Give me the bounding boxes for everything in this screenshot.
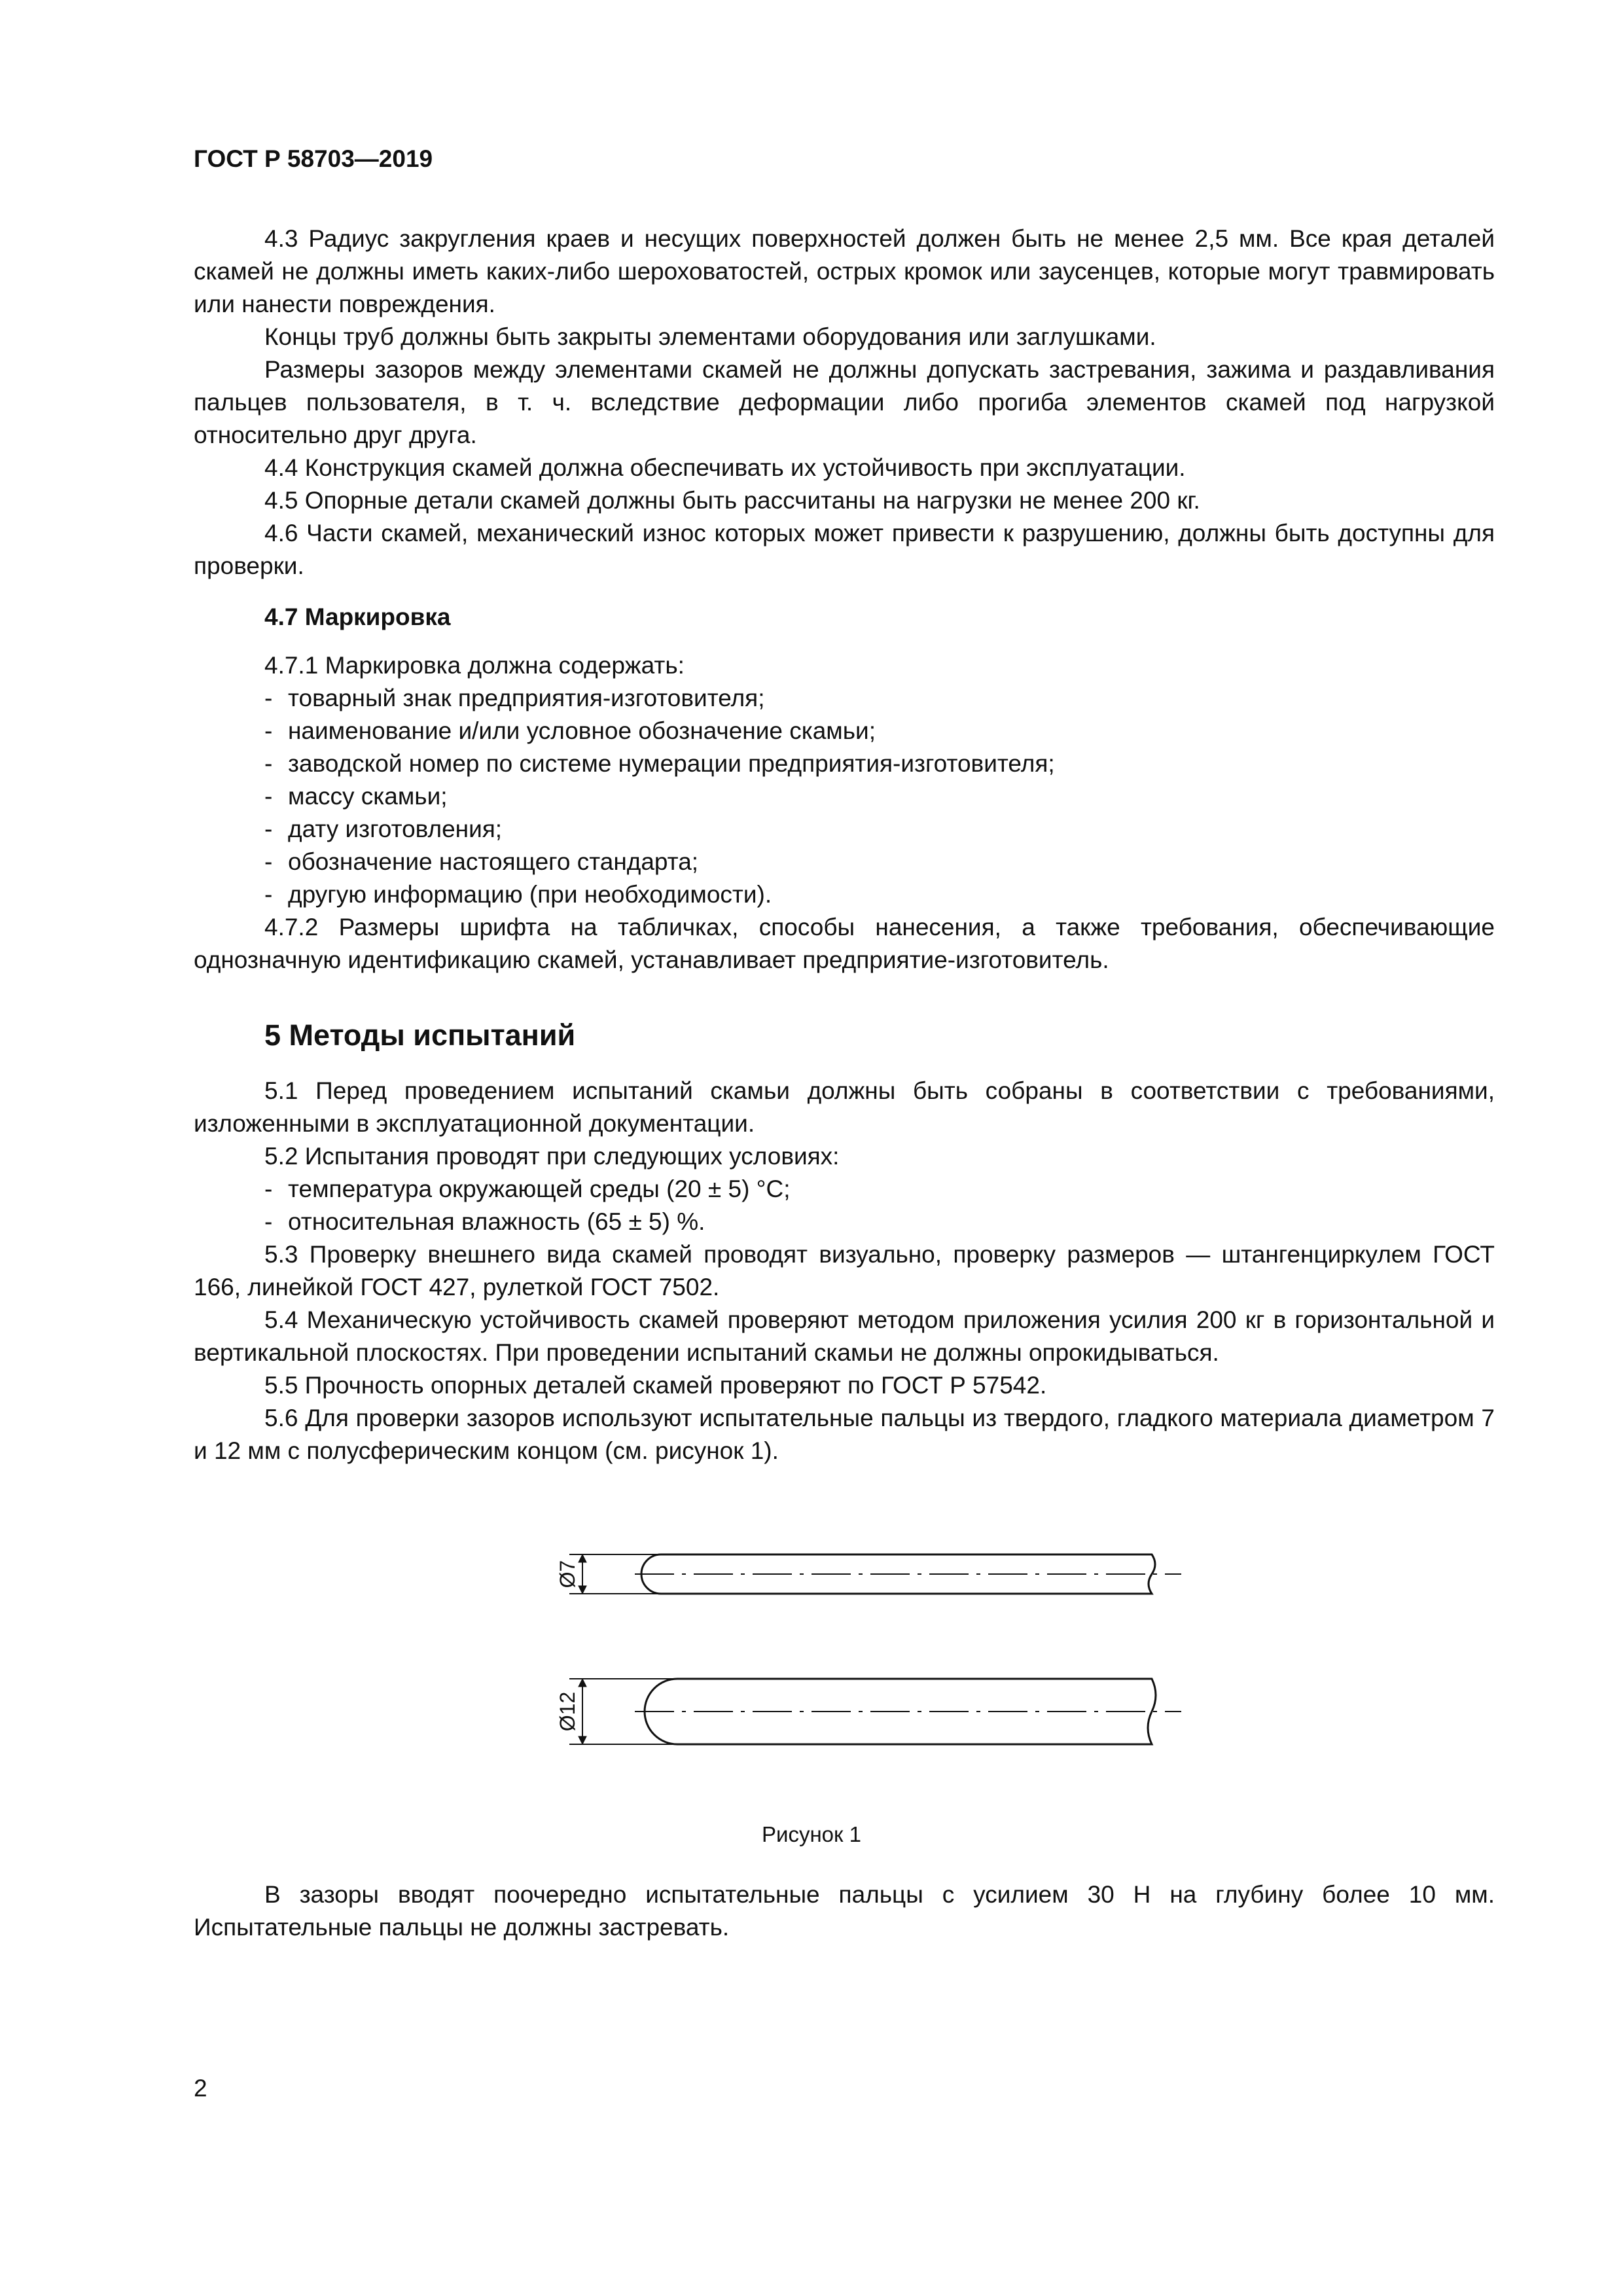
- paragraph-5-1: 5.1 Перед проведением испытаний скамьи должны быть собраны в соответствии с требованиями, изложенными в эксплуатационной документации.: [194, 1077, 1495, 1137]
- paragraph-insertion: В зазоры вводят поочередно испытательные пальцы с усилием 30 Н на глубину более 10 мм. Испытательные пальцы не должны застревать.: [194, 1881, 1495, 1941]
- page-number: 2: [194, 2075, 207, 2102]
- list-item: - наименование и/или условное обозначение скамьи;: [264, 717, 876, 744]
- document-header: ГОСТ Р 58703—2019: [194, 145, 433, 172]
- main-text: [194, 223, 1495, 1467]
- paragraph-4-7-2: 4.7.2 Размеры шрифта на табличках, способы нанесения, а также требования, обеспечивающие однозначную идентификацию скамей, устанавливает предприятие-изготовитель.: [194, 914, 1495, 973]
- paragraph-4-3: 4.3 Радиус закругления краев и несущих поверхностей должен быть не менее 2,5 мм. Все края деталей скамей не должны иметь каких-либо шероховатостей, острых кромок или заусенцев, которые могут травмировать или нанести повреждения.: [194, 225, 1495, 317]
- list-item: - товарный знак предприятия-изготовителя;: [264, 685, 765, 711]
- figure-caption: Рисунок 1: [762, 1822, 861, 1846]
- paragraph-4-7-1: 4.7.1 Маркировка должна содержать:: [264, 652, 685, 679]
- paragraph-5-3: 5.3 Проверку внешнего вида скамей проводят визуально, проверку размеров — штангенциркулем ГОСТ 166, линейкой ГОСТ 427, рулеткой ГОСТ 7502.: [194, 1241, 1495, 1300]
- paragraph-5-2: 5.2 Испытания проводят при следующих условиях:: [264, 1143, 840, 1170]
- test-finger-7mm: [569, 1554, 1181, 1594]
- subsection-heading-4-7: 4.7 Маркировка: [264, 603, 451, 630]
- paragraph-5-5: 5.5 Прочность опорных деталей скамей проверяют по ГОСТ Р 57542.: [264, 1372, 1047, 1399]
- list-item: - температура окружающей среды (20 ± 5) °С;: [264, 1175, 791, 1202]
- test-fingers-drawing: [524, 1528, 1217, 1803]
- after-figure-text: [194, 1878, 1495, 1944]
- list-item: - обозначение настоящего стандарта;: [264, 848, 699, 875]
- paragraph-5-4: 5.4 Механическую устойчивость скамей проверяют методом приложения усилия 200 кг в горизонтальной и вертикальной плоскостях. При проведении испытаний скамьи не должны опрокидываться.: [194, 1306, 1495, 1366]
- paragraph-5-6: 5.6 Для проверки зазоров используют испытательные пальцы из твердого, гладкого материала диаметром 7 и 12 мм с полусферическим концом (см. рисунок 1).: [194, 1405, 1495, 1464]
- list-item: - заводской номер по системе нумерации предприятия-изготовителя;: [264, 750, 1055, 777]
- test-finger-12mm: [569, 1679, 1181, 1744]
- list-item: - дату изготовления;: [264, 816, 503, 842]
- dimension-label-7: Ø7: [556, 1560, 579, 1588]
- paragraph-4-5: 4.5 Опорные детали скамей должны быть рассчитаны на нагрузки не менее 200 кг.: [264, 487, 1200, 514]
- paragraph-4-4: 4.4 Конструкция скамей должна обеспечивать их устойчивость при эксплуатации.: [264, 454, 1186, 481]
- section-heading-5: 5 Методы испытаний: [264, 1018, 576, 1052]
- paragraph-4-6: 4.6 Части скамей, механический износ которых может привести к разрушению, должны быть доступны для проверки.: [194, 520, 1495, 579]
- paragraph-gaps: Размеры зазоров между элементами скамей не должны допускать застревания, зажима и раздавливания пальцев пользователя, в т. ч. вследствие деформации либо прогиба элементов скамей под нагрузкой относительно друг друга.: [194, 356, 1495, 448]
- list-item: - массу скамьи;: [264, 783, 448, 810]
- list-item: - относительная влажность (65 ± 5) %.: [264, 1208, 705, 1235]
- list-item: - другую информацию (при необходимости).: [264, 881, 772, 908]
- paragraph-pipe-ends: Концы труб должны быть закрыты элементами оборудования или заглушками.: [264, 323, 1156, 350]
- dimension-label-12: Ø12: [556, 1691, 579, 1732]
